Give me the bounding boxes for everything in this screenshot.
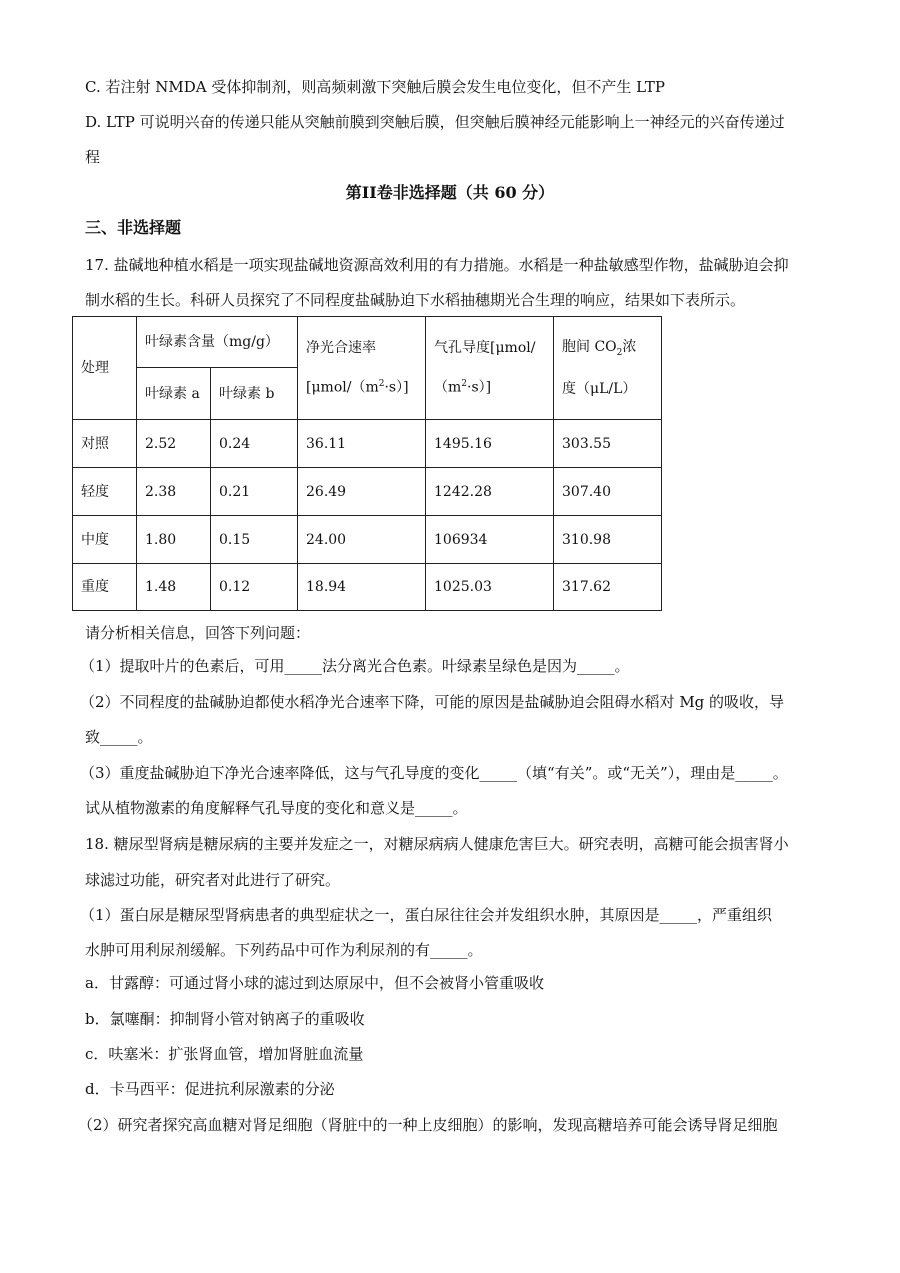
q18-intro-line2: 球滤过功能，研究者对此进行了研究。 (85, 871, 341, 889)
cell: 中度 (73, 516, 137, 564)
cell: 317.62 (554, 564, 662, 611)
header-chlorophyll-b: 叶绿素 b (211, 368, 298, 420)
cell: 0.15 (211, 516, 298, 564)
cell: 轻度 (73, 468, 137, 516)
cell: 26.49 (298, 468, 426, 516)
q18-part2-line1: （2）研究者探究高血糖对肾足细胞（肾脏中的一种上皮细胞）的影响，发现高糖培养可能会诱导肾足细胞 (78, 1116, 778, 1134)
cell: 对照 (73, 420, 137, 468)
q17-part2-line2: 致_____。 (85, 728, 153, 746)
cell: 36.11 (298, 420, 426, 468)
cell: 0.21 (211, 468, 298, 516)
header-intercellular-co2: 胞间 $CO_2$浓 度（μL/L） (554, 317, 662, 420)
cell: 18.94 (298, 564, 426, 611)
q17-intro-line2: 制水稻的生长。科研人员探究了不同程度盐碱胁迫下水稻抽穗期光合生理的响应，结果如下表所示。 (85, 291, 746, 309)
q17-part1: （1）提取叶片的色素后，可用_____法分离光合色素。叶绿素呈绿色是因为_____。 (80, 657, 630, 675)
data-table (72, 316, 662, 611)
section-title: 第II卷非选择题（共 60 分） (345, 183, 555, 202)
q18-part1-line1: （1）蛋白尿是糖尿型肾病患者的典型症状之一，蛋白尿往往会并发组织水肿，其原因是_____，严重组织 (80, 906, 773, 924)
q17-prompt: 请分析相关信息，回答下列问题： (85, 624, 311, 642)
option-d-line2: 程 (85, 148, 101, 166)
header-net-photosynthesis: 净光合速率 $[\mu mol/(m^2\cdot s)]$ (298, 317, 426, 420)
q17-intro-line1: 17. 盐碱地种植水稻是一项实现盐碱地资源高效利用的有力措施。水稻是一种盐敏感型作物，盐碱胁迫会抑 (85, 256, 789, 274)
cell: 24.00 (298, 516, 426, 564)
q18-option-a: a．甘露醇：可通过肾小球的滤过到达原尿中，但不会被肾小管重吸收 (85, 974, 544, 992)
q18-option-d: d．卡马西平：促进抗利尿激素的分泌 (85, 1080, 335, 1098)
cell: 106934 (426, 516, 554, 564)
table-row (73, 564, 662, 611)
cell: 303.55 (554, 420, 662, 468)
q18-option-b: b．氯噻酮：抑制肾小管对钠离子的重吸收 (85, 1010, 365, 1028)
q17-part3-line2: 试从植物激素的角度解释气孔导度的变化和意义是_____。 (85, 799, 468, 817)
option-c: C. 若注射 NMDA 受体抑制剂，则高频刺激下突触后膜会发生电位变化，但不产生 LTP (85, 78, 665, 96)
header-treatment: 处理 (73, 317, 137, 420)
cell: 重度 (73, 564, 137, 611)
cell: 1495.16 (426, 420, 554, 468)
cell: 1025.03 (426, 564, 554, 611)
cell: 1242.28 (426, 468, 554, 516)
header-stomatal-conductance: 气孔导度[μmol/ $(m^2\cdot s)$] (426, 317, 554, 420)
header-chlorophyll-a: 叶绿素 a (137, 368, 211, 420)
cell: 310.98 (554, 516, 662, 564)
q17-part3-line1: （3）重度盐碱胁迫下净光合速率降低，这与气孔导度的变化_____（填“有关”。或“无关”），理由是_____。 (80, 764, 788, 782)
table-row (73, 516, 662, 564)
option-d-line1: D. LTP 可说明兴奋的传递只能从突触前膜到突触后膜，但突触后膜神经元能影响上一神经元的兴奋传递过 (85, 113, 785, 131)
cell: 0.12 (211, 564, 298, 611)
q18-option-c: c．呋塞米：扩张肾血管，增加肾脏血流量 (85, 1045, 364, 1063)
cell: 1.48 (137, 564, 211, 611)
cell: 307.40 (554, 468, 662, 516)
section-heading: 三、非选择题 (85, 218, 182, 237)
cell: 0.24 (211, 420, 298, 468)
cell: 2.38 (137, 468, 211, 516)
cell: 1.80 (137, 516, 211, 564)
table-row (73, 420, 662, 468)
q17-part2-line1: （2）不同程度的盐碱胁迫都使水稻净光合速率下降，可能的原因是盐碱胁迫会阻碍水稻对 Mg 的吸收，导 (80, 693, 785, 711)
header-chlorophyll: 叶绿素含量（mg/g） (137, 317, 298, 368)
q18-part1-line2: 水肿可用利尿剂缓解。下列药品中可作为利尿剂的有_____。 (85, 941, 483, 959)
q18-intro-line1: 18. 糖尿型肾病是糖尿病的主要并发症之一，对糖尿病病人健康危害巨大。研究表明，高糖可能会损害肾小 (85, 835, 789, 853)
cell: 2.52 (137, 420, 211, 468)
table-row (73, 468, 662, 516)
